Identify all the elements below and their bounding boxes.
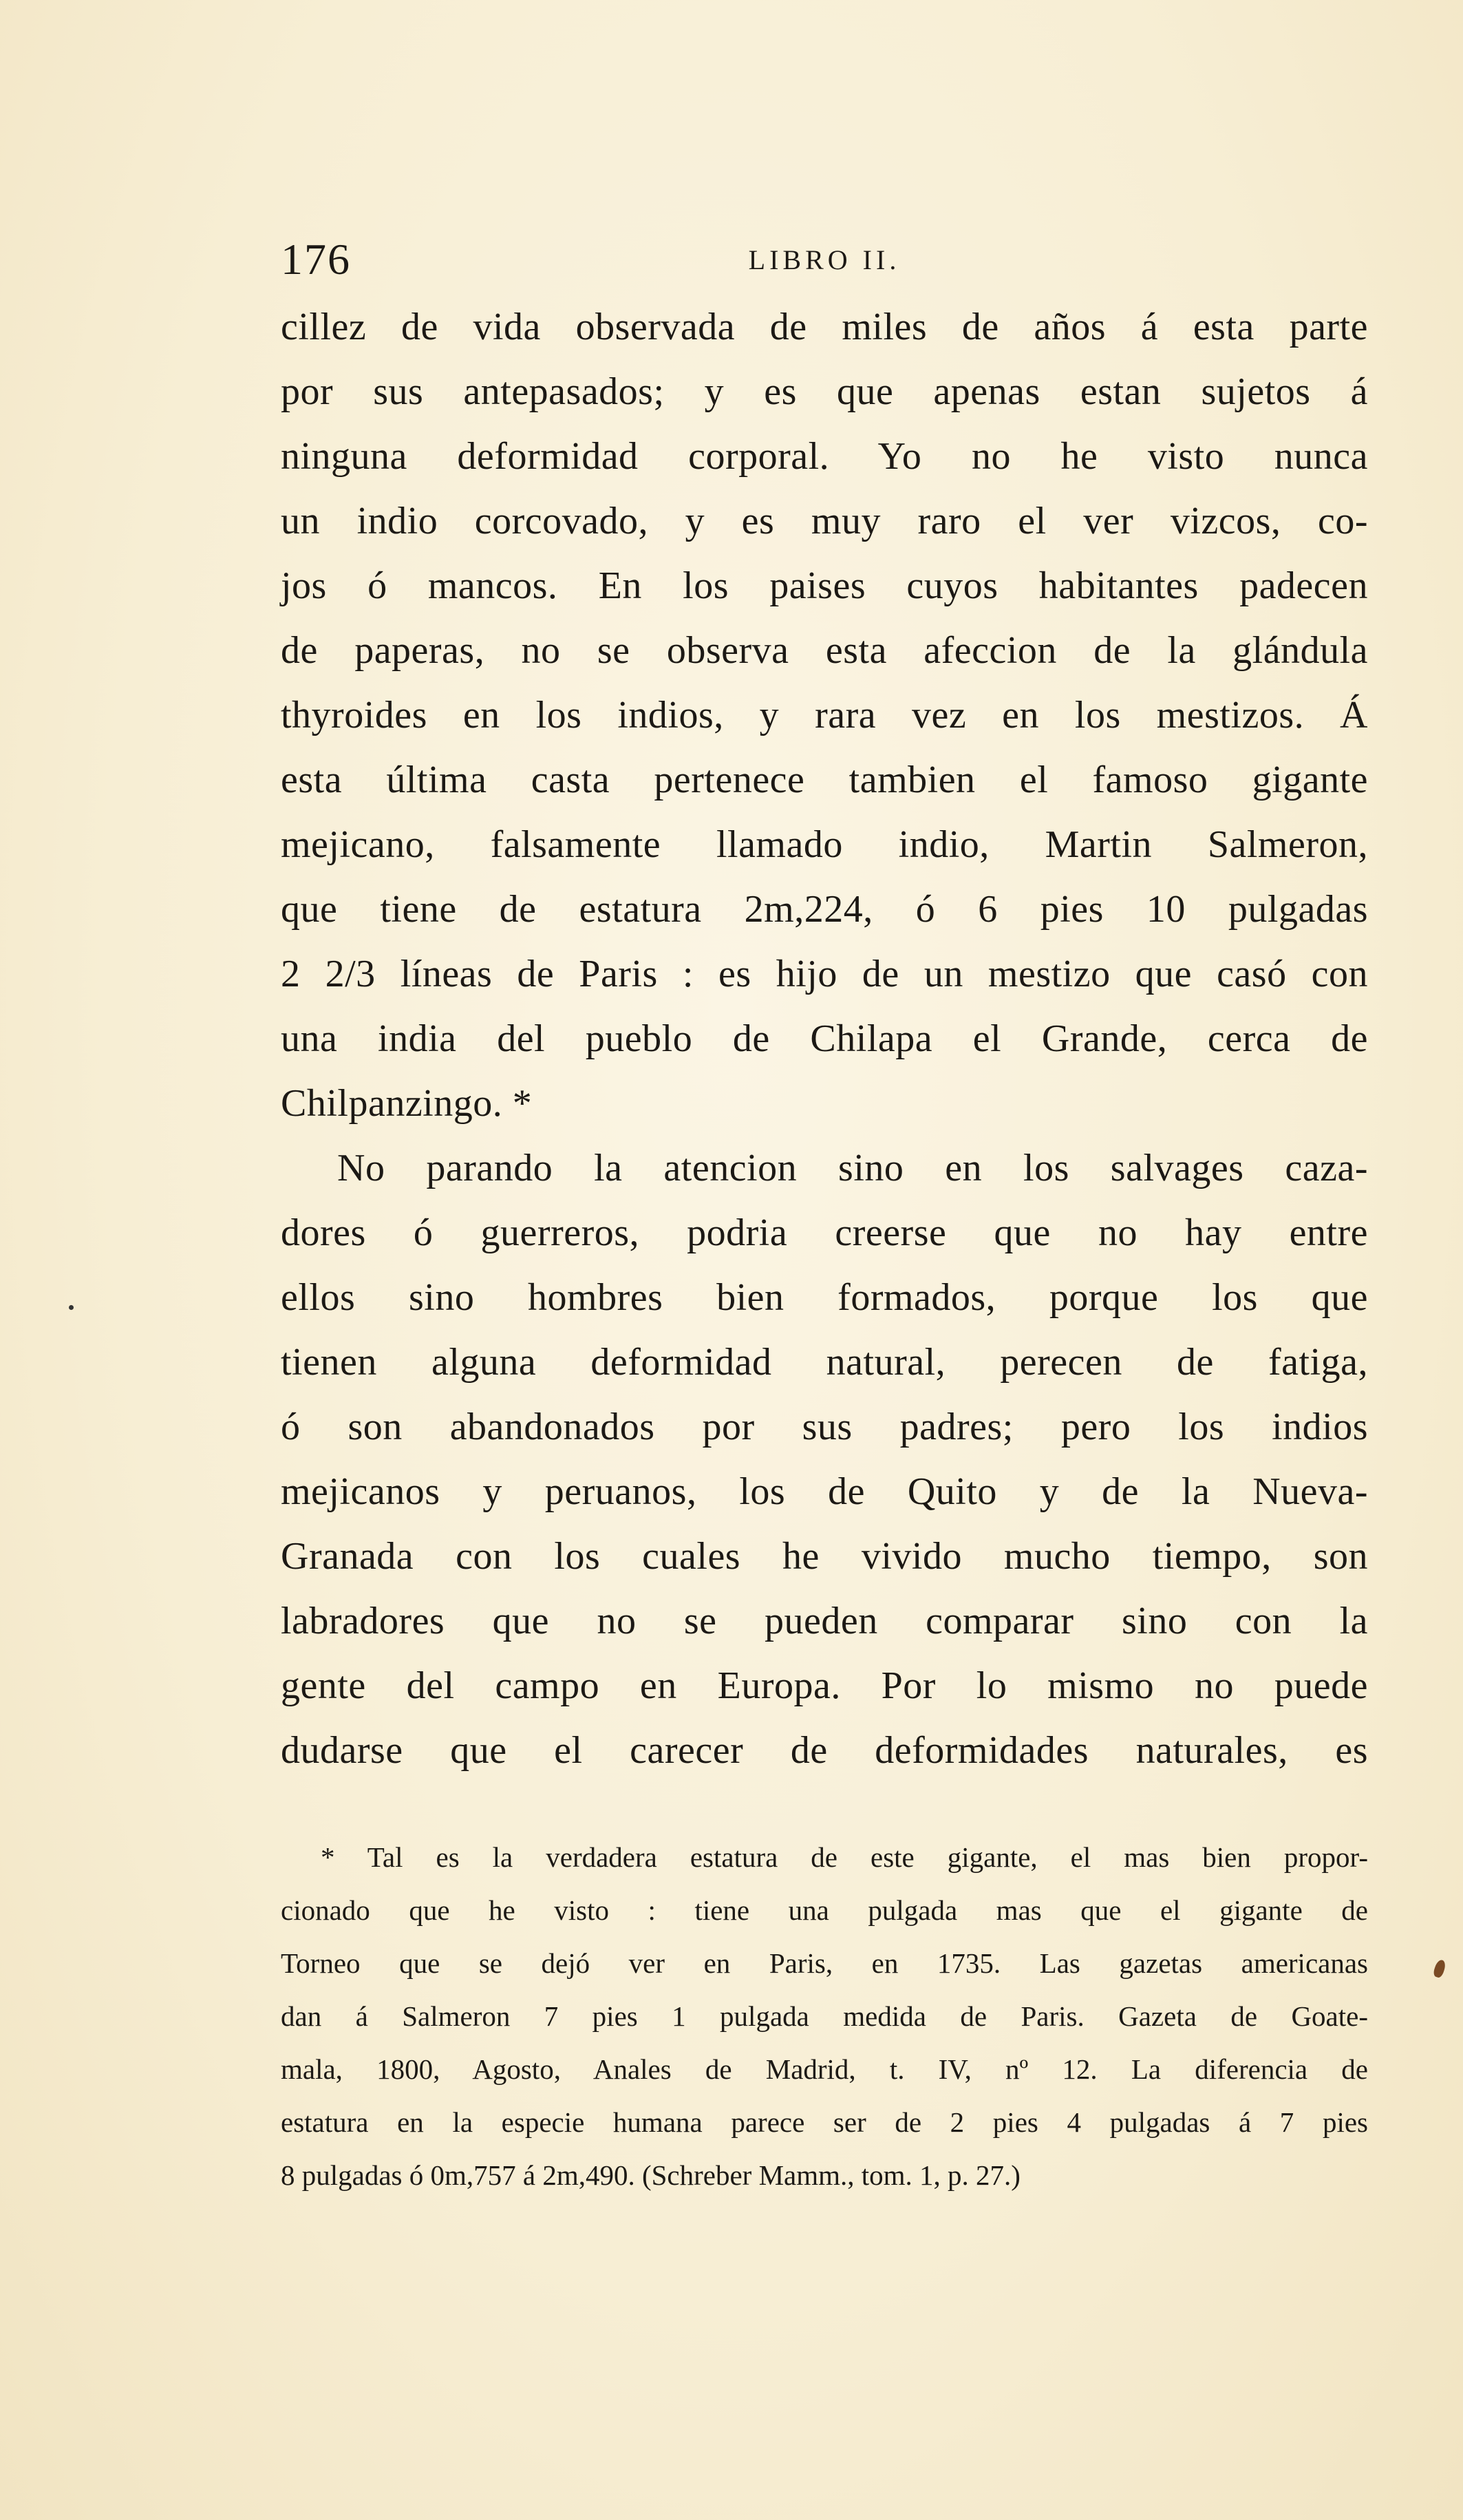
footnote-line: estatura en la especie humana parece ser de 2 pies 4 pulgadas á 7 pies <box>281 2106 1368 2138</box>
footnote-line: dan á Salmeron 7 pies 1 pulgada medida de Paris. Gazeta de Goate- <box>281 2000 1368 2032</box>
footnote-line: cionado que he visto : tiene una pulgada mas que el gigante de <box>281 1894 1368 1926</box>
text-line: que tiene de estatura 2m,224, ó 6 pies 10 pulgadas <box>281 888 1368 931</box>
text-line: ninguna deformidad corporal. Yo no he visto nunca <box>281 435 1368 478</box>
text-line: gente del campo en Europa. Por lo mismo no puede <box>281 1664 1368 1707</box>
text-line: Chilpanzingo. * <box>281 1082 533 1125</box>
page-header <box>281 234 1375 289</box>
text-line: thyroides en los indios, y rara vez en los mestizos. Á <box>281 694 1368 737</box>
footnote-line: mala, 1800, Agosto, Anales de Madrid, t. IV, nº 12. La diferencia de <box>281 2053 1368 2085</box>
text-line: tienen alguna deformidad natural, perecen de fatiga, <box>281 1341 1368 1384</box>
text-line: mejicano, falsamente llamado indio, Martin Salmeron, <box>281 823 1368 866</box>
page-number: 176 <box>281 235 351 284</box>
text-line: ó son abandonados por sus padres; pero los indios <box>281 1406 1368 1448</box>
footnote-line: * Tal es la verdadera estatura de este gigante, el mas bien propor- <box>321 1841 1368 1873</box>
text-line: dores ó guerreros, podria creerse que no hay entre <box>281 1211 1368 1254</box>
ink-mark <box>1432 1958 1446 1978</box>
text-line: 2 2/3 líneas de Paris : es hijo de un mestizo que casó con <box>281 953 1368 995</box>
footnote-line: 8 pulgadas ó 0m,757 á 2m,490. (Schreber Mamm., tom. 1, p. 27.) <box>281 2159 1021 2191</box>
text-line: No parando la atencion sino en los salvages caza- <box>337 1147 1368 1189</box>
running-head: LIBRO II. <box>748 244 901 275</box>
text-line: esta última casta pertenece tambien el famoso gigante <box>281 759 1368 801</box>
text-line: por sus antepasados; y es que apenas estan sujetos á <box>281 370 1368 413</box>
body-text <box>281 295 1368 1783</box>
text-line: una india del pueblo de Chilapa el Grande, cerca de <box>281 1017 1368 1060</box>
footnote <box>281 1831 1368 2202</box>
footnote-line: Torneo que se dejó ver en Paris, en 1735. Las gazetas americanas <box>281 1947 1368 1979</box>
paper-spot <box>69 1305 74 1310</box>
text-line: de paperas, no se observa esta afeccion de la glándula <box>281 629 1368 672</box>
text-line: Granada con los cuales he vivido mucho tiempo, son <box>281 1535 1368 1578</box>
text-line: dudarse que el carecer de deformidades naturales, es <box>281 1729 1368 1772</box>
text-line: cillez de vida observada de miles de años á esta parte <box>281 306 1368 348</box>
text-line: un indio corcovado, y es muy raro el ver vizcos, co- <box>281 500 1368 542</box>
text-line: jos ó mancos. En los paises cuyos habitantes padecen <box>281 564 1368 607</box>
text-line: mejicanos y peruanos, los de Quito y de la Nueva- <box>281 1470 1368 1513</box>
text-line: ellos sino hombres bien formados, porque los que <box>281 1276 1368 1319</box>
text-line: labradores que no se pueden comparar sino con la <box>281 1600 1368 1642</box>
